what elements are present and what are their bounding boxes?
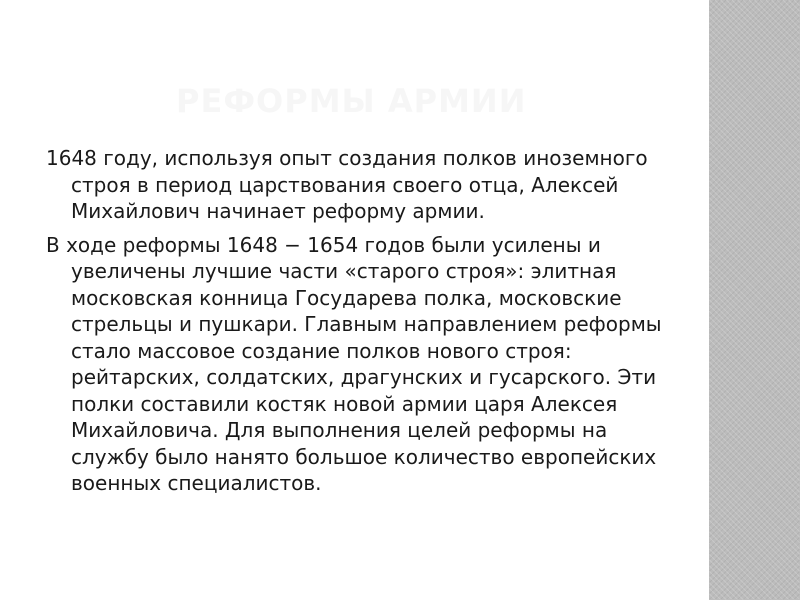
decorative-side-panel xyxy=(709,0,800,600)
paragraph-reform-start: 1648 году, используя опыт создания полков иноземного строя в период царствования своего отца, Алексей Михайлович начинает реформу армии. xyxy=(46,146,648,223)
slide-title: РЕФОРМЫ АРМИИ xyxy=(176,82,527,120)
paragraph-reform-details: В ходе реформы 1648 − 1654 годов были усилены и увеличены лучшие части «старого строя»: элитная московская конница Государева полка, московские стрельцы и пушкари. Главным направлением реформы стало массовое создание полков нового строя: рейтарских, солдатских, драгунских и гусарского. Эти полки составили костяк новой армии царя Алексея Михайловича. Для выполнения целей реформы на службу было нанято большое количество европейских военных специалистов. xyxy=(46,232,662,495)
slide-body xyxy=(46,145,671,504)
